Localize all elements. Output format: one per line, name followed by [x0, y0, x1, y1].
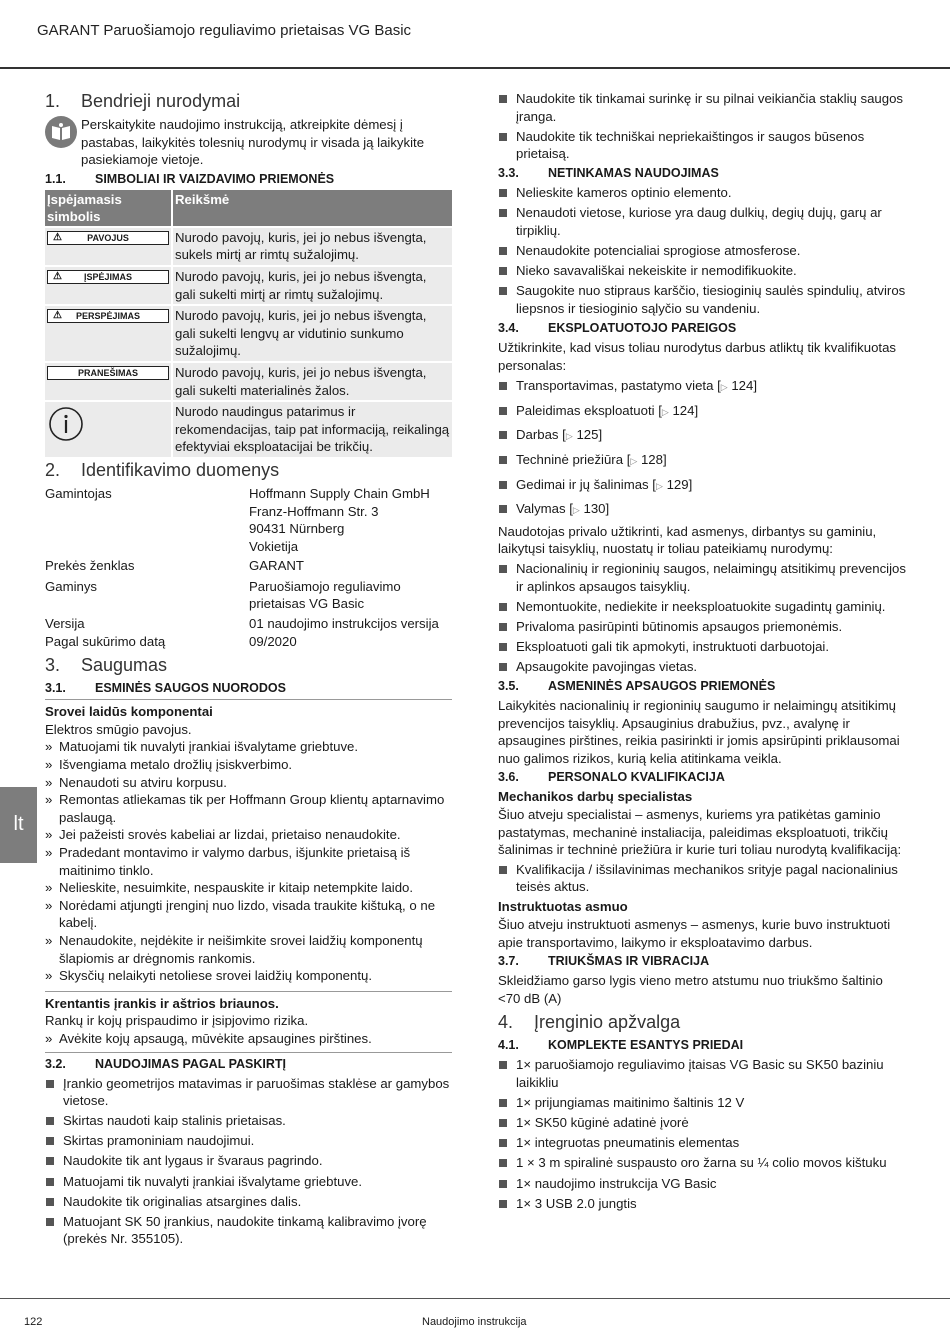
id-key: Prekės ženklas [45, 558, 135, 574]
id-value-line: 90431 Nürnberg [249, 521, 345, 537]
list-item: 1× integruotas pneumatinis elementas [498, 1134, 908, 1152]
intended-use-list [45, 1075, 452, 1248]
section-1-1-heading [45, 171, 452, 188]
language-tab: lt [0, 787, 37, 863]
scope-of-delivery-list [498, 1056, 908, 1212]
id-value: 09/2020 [249, 633, 297, 649]
id-row [45, 615, 452, 633]
page-arrow-icon: ▷ [720, 382, 728, 393]
table-header-row [45, 190, 452, 227]
list-item: Nieko savavališkai nekeiskite ir nemodifikuokite. [498, 262, 908, 280]
section-number: 1. [45, 91, 61, 111]
header-rule [0, 67, 950, 69]
list-item: 1× SK50 kūginė adatinė įvorė [498, 1114, 908, 1132]
list-item: » Nenaudoti su atviru korpusu. [45, 774, 452, 792]
notice-badge [47, 366, 169, 380]
page-arrow-icon: ▷ [655, 480, 663, 491]
meaning-cell: Nurodo pavojų, kuris, jei jo nebus išvengta, sukels mirtį ar rimtų sužalojimų. [172, 227, 452, 266]
id-value-line: Vokietija [249, 538, 299, 554]
left-column [45, 90, 452, 1250]
safety-list [45, 738, 452, 984]
id-value: 01 naudojimo instrukcijos versija [249, 616, 439, 632]
reference-page[interactable]: 129] [666, 476, 693, 492]
section-3-4-heading [498, 320, 908, 337]
list-item: Nelieskite kameros optinio elemento. [498, 184, 908, 202]
id-row [45, 485, 452, 555]
page-header-title: GARANT Paruošiamojo reguliavimo prietaisas VG Basic [37, 22, 412, 39]
symbol-cell [45, 401, 172, 457]
section-title: EKSPLOATUOTOJO PAREIGOS [548, 321, 737, 336]
safety-list [45, 1030, 452, 1048]
section-number: 3.1. [45, 681, 66, 696]
table-row [45, 305, 452, 362]
table-header-meaning: Reikšmė [172, 190, 452, 227]
list-item: Naudokite tik techniškai nepriekaištingos ir saugos būsenos prietaisą. [498, 128, 908, 163]
badge-label: PERSPĖJIMAS [75, 311, 141, 322]
caution-badge [47, 309, 169, 323]
list-item: 1× prijungiamas maitinimo šaltinis 12 V [498, 1094, 908, 1112]
intro-text: Perskaitykite naudojimo instrukciją, atkreipkite dėmesį į pastabas, laikykitės tolesnių nurodymų ir visada ją laikykite pasiekiamoje vietoje. [81, 117, 425, 168]
cross-reference-item [498, 426, 908, 446]
section-4-heading [498, 1011, 908, 1033]
id-value-line: prietaisas VG Basic [249, 596, 365, 612]
list-item: » Matuojami tik nuvalyti įrankiai išvalytame griebtuve. [45, 738, 452, 756]
id-key: Versija [45, 616, 85, 632]
cross-reference-list [498, 377, 908, 520]
list-item: Apsaugokite pavojingas vietas. [498, 658, 908, 676]
list-item: Nenaudokite potencialiai sprogiose atmosferose. [498, 242, 908, 260]
page-number: 122 [24, 1316, 43, 1328]
reference-page[interactable]: 130] [583, 501, 610, 517]
table-row [45, 266, 452, 305]
section-title: PERSONALO KVALIFIKACIJA [548, 770, 725, 785]
id-key: Gamintojas [45, 485, 112, 501]
reference-page[interactable]: 128] [640, 452, 667, 467]
section-3-2-heading [45, 1056, 452, 1073]
badge-label: PRANEŠIMAS [77, 367, 138, 378]
symbol-cell [45, 227, 172, 266]
meaning-cell: Nurodo pavojų, kuris, jei jo nebus išvengta, gali sukelti lengvų ar vidutinio sunkumo sužalojimų. [172, 305, 452, 362]
section-number: 3.7. [498, 954, 519, 969]
warning-triangle-icon: ⚠ [53, 310, 62, 322]
table-row [45, 227, 452, 266]
danger-badge [47, 231, 169, 245]
list-item: » Jei pažeisti srovės kabeliai ar lizdai, prietaiso nenaudokite. [45, 826, 452, 844]
meaning-cell: Nurodo naudingus patarimus ir rekomendacijas, taip pat informaciją, reikalingą efektyviai eksploatacijai be trikčių. [172, 401, 452, 457]
divider [45, 991, 452, 992]
list-item: Nemontuokite, nediekite ir neeksploatuokite sugadintų gaminių. [498, 598, 908, 616]
section-title: Įrenginio apžvalga [534, 1012, 681, 1033]
footer-title: Naudojimo instrukcija [422, 1316, 527, 1328]
id-row [45, 578, 452, 613]
reference-label: Techninė priežiūra [ [516, 452, 631, 467]
divider [45, 1052, 452, 1053]
subheading: Krentantis įrankis ir aštrios briaunos. [45, 995, 279, 1011]
list-item: Eksploatuoti gali tik apmokyti, instruktuoti darbuotojai. [498, 638, 908, 656]
body-text: Šiuo atveju specialistai – asmenys, kuriems yra patikėtas gaminio pastatymas, mechaninė instaliacija, paleidimas eksploatuoti, trikčių šalinimas ir techninė priežiūra ir kurie turi toliau nurodytą kvalifikaciją: [498, 807, 902, 858]
id-row [45, 633, 452, 651]
section-3-1-heading [45, 680, 452, 697]
section-3-3-heading [498, 165, 908, 182]
page-arrow-icon: ▷ [565, 431, 573, 442]
list-item: » Nelieskite, nesuimkite, nespauskite ir kitaip netempkite laido. [45, 879, 452, 897]
table-header-symbol: Įspėjamasis simbolis [45, 190, 172, 227]
lead-text: Užtikrinkite, kad visus toliau nurodytus darbus atliktų tik kvalifikuotas personalas: [498, 340, 896, 373]
section-title: NAUDOJIMAS PAGAL PASKIRTĮ [95, 1056, 286, 1071]
section-title: Saugumas [81, 655, 168, 676]
symbol-cell [45, 266, 172, 305]
warning-triangle-icon: ⚠ [53, 231, 62, 243]
lead-text: Rankų ir kojų prispaudimo ir įsipjovimo rizika. [45, 1013, 309, 1029]
identification-list [45, 485, 452, 650]
list-item: 1 × 3 m spiralinė suspausto oro žarna su ¼ colio movos kištuku [498, 1154, 908, 1172]
body-text: Skleidžiamo garso lygis vieno metro atstumu nuo triukšmo šaltinio <70 dB (A) [498, 973, 883, 1006]
page-arrow-icon: ▷ [572, 505, 580, 516]
section-number: 3.5. [498, 679, 519, 694]
reference-label: Paleidimas eksploatuoti [ [516, 402, 662, 418]
footer-rule [0, 1298, 950, 1299]
symbols-table [45, 190, 452, 457]
section-number: 4.1. [498, 1038, 519, 1053]
info-icon [48, 406, 84, 442]
section-number: 4. [498, 1012, 514, 1033]
list-item: Kvalifikacija / išsilavinimas mechanikos srityje pagal nacionalinius teisės aktus. [498, 861, 908, 896]
section-title: ASMENINĖS APSAUGOS PRIEMONĖS [548, 679, 776, 694]
id-row [45, 557, 452, 575]
id-value-line: Paruošiamojo reguliavimo [249, 578, 401, 594]
list-item: Nacionalinių ir regioninių saugos, nelaimingų atsitikimų prevencijos ir aplinkos apsaugos taisyklių. [498, 560, 908, 595]
intro-block [45, 116, 452, 169]
reference-label: Valymas [ [516, 501, 573, 517]
list-item: » Pradedant montavimo ir valymo darbus, išjunkite prietaisą iš maitinimo tinklo. [45, 844, 452, 879]
section-title: NETINKAMAS NAUDOJIMAS [548, 166, 719, 181]
list-item: Matuojami tik nuvalyti įrankiai išvalytame griebtuve. [45, 1173, 452, 1191]
id-key: Pagal sukūrimo datą [45, 633, 166, 649]
list-item: » Nenaudokite, neįdėkite ir neišimkite srovei laidžių komponentų šlapiomis ar drėgnomis rankomis. [45, 932, 452, 967]
reference-label: Darbas [ [516, 427, 566, 443]
id-value [249, 485, 430, 555]
lead-text: Elektros smūgio pavojus. [45, 721, 192, 737]
list-item: » Skysčių nelaikyti netoliese srovei laidžių komponentų. [45, 967, 452, 985]
page-arrow-icon: ▷ [630, 456, 638, 466]
list-item: Naudokite tik ant lygaus ir švaraus pagrindo. [45, 1152, 452, 1170]
list-item: Skirtas pramoniniam naudojimui. [45, 1132, 452, 1150]
list-item: Naudokite tik originalias atsargines dalis. [45, 1193, 452, 1211]
list-item: Saugokite nuo stipraus karščio, tiesioginių saulės spindulių, atviros liepsnos ir tiesioginio sąlyčio su vandeniu. [498, 282, 908, 317]
badge-label: PAVOJUS [87, 232, 129, 243]
id-value: GARANT [249, 558, 304, 574]
section-title: ESMINĖS SAUGOS NUORODOS [95, 681, 286, 696]
cross-reference-item [498, 476, 908, 496]
badge-label: ĮSPĖJIMAS [83, 271, 132, 282]
section-title: KOMPLEKTE ESANTYS PRIEDAI [548, 1038, 744, 1053]
section-number: 1.1. [45, 171, 66, 186]
body-text: Laikykitės nacionalinių ir regioninių saugumo ir nelaimingų atsitikimų prevencijos taisyklių. Apsauginius drabužius, pvz., avalynę ir apsaugines pirštines, reikia pasirinkti ir jomis apsirūpinti priklausomai nuo galimos rizikos, kurią kelia atitinkama veikla. [498, 698, 900, 766]
list-item: Naudokite tik tinkamai surinkę ir su pilnai veikiančia staklių saugos įranga. [498, 90, 908, 125]
list-item: Skirtas naudoti kaip stalinis prietaisas. [45, 1112, 452, 1130]
section-number: 3.4. [498, 321, 519, 336]
divider [45, 699, 452, 700]
list-item: » Norėdami atjungti įrenginį nuo lizdo, visada traukite kištuką, o ne kabelį. [45, 897, 452, 932]
list-item: Matuojant SK 50 įrankius, naudokite tinkamą kalibravimo įvorę (prekės Nr. 355105). [45, 1213, 452, 1248]
reference-label: Transportavimas, pastatymo vieta [ [516, 378, 721, 394]
section-number: 3.6. [498, 770, 519, 785]
list-item: Privaloma pasirūpinti būtinomis apsaugos priemonėmis. [498, 618, 908, 636]
symbol-cell [45, 362, 172, 401]
section-number: 3.3. [498, 166, 519, 181]
id-value [249, 578, 401, 613]
body-text: Šiuo atveju instruktuoti asmenys – asmenys, kurie buvo instruktuoti apie transportavimo, laikymo ir eksploatavimo darbus. [498, 917, 891, 950]
section-title: TRIUKŠMAS IR VIBRACIJA [548, 954, 710, 969]
meaning-cell: Nurodo pavojų, kuris, jei jo nebus išvengta, gali sukelti mirtį ar rimtų sužalojimų. [172, 266, 452, 305]
qualification-list [498, 861, 908, 896]
operator-duties-list [498, 560, 908, 676]
section-3-7-heading [498, 953, 908, 970]
id-value-line: Hoffmann Supply Chain GmbH [249, 485, 430, 501]
list-item: Nenaudoti vietose, kuriose yra daug dulkių, degių dujų, garų ar tirpiklių. [498, 204, 908, 239]
list-item: 1× naudojimo instrukcija VG Basic [498, 1175, 908, 1193]
reference-page[interactable]: 124] [731, 378, 757, 394]
section-number: 3. [45, 655, 61, 676]
list-item: Įrankio geometrijos matavimas ir paruošimas staklėse ar gamybos vietose. [45, 1075, 452, 1110]
section-title: Bendrieji nurodymai [81, 91, 241, 111]
section-title: SIMBOLIAI IR VAIZDAVIMO PRIEMONĖS [95, 171, 335, 186]
table-row [45, 401, 452, 457]
list-item: » Išvengiama metalo drožlių įsiskverbimo. [45, 756, 452, 774]
section-3-6-heading [498, 769, 908, 786]
cross-reference-item [498, 402, 908, 422]
page-arrow-icon: ▷ [661, 406, 669, 417]
reference-page[interactable]: 124] [672, 402, 699, 418]
right-column [498, 90, 908, 1215]
warning-badge [47, 270, 169, 284]
cross-reference-item [498, 500, 908, 520]
lead-text: Naudotojas privalo užtikrinti, kad asmenys, dirbantys su gaminiu, laikytųsi taisyklių, nuostatų ir toliau pateikiamų nurodymų: [498, 523, 877, 557]
section-3-5-heading [498, 678, 908, 695]
id-key: Gaminys [45, 578, 98, 594]
section-2-heading [45, 459, 452, 481]
symbol-cell [45, 305, 172, 362]
list-item: » Remontas atliekamas tik per Hoffmann Group klientų aptarnavimo paslaugą. [45, 791, 452, 826]
cross-reference-item [498, 451, 908, 471]
subheading: Srovei laidūs komponentai [45, 704, 213, 720]
list-item: 1× 3 USB 2.0 jungtis [498, 1195, 908, 1213]
cross-reference-item [498, 377, 908, 397]
id-value-line: Franz-Hoffmann Str. 3 [249, 503, 379, 519]
section-title: Identifikavimo duomenys [81, 459, 280, 480]
subheading: Instruktuotas asmuo [498, 899, 628, 915]
list-item: 1× paruošiamojo reguliavimo įtaisas VG Basic su SK50 baziniu laikikliu [498, 1056, 908, 1091]
list-item: » Avėkite kojų apsaugą, mūvėkite apsaugines pirštines. [45, 1030, 452, 1048]
table-row [45, 362, 452, 401]
section-3-heading [45, 654, 452, 676]
subheading: Mechanikos darbų specialistas [498, 789, 693, 805]
read-manual-icon [45, 116, 77, 148]
reference-page[interactable]: 125] [576, 427, 603, 443]
reference-label: Gedimai ir jų šalinimas [ [516, 476, 656, 492]
section-number: 3.2. [45, 1056, 66, 1071]
intended-use-list-continued [498, 90, 908, 163]
section-4-1-heading [498, 1037, 908, 1054]
warning-triangle-icon: ⚠ [53, 270, 62, 282]
section-1-heading [45, 90, 452, 112]
misuse-list [498, 184, 908, 317]
section-number: 2. [45, 459, 61, 480]
meaning-cell: Nurodo pavojų, kuris, jei jo nebus išvengta, gali sukelti materialinės žalos. [172, 362, 452, 401]
